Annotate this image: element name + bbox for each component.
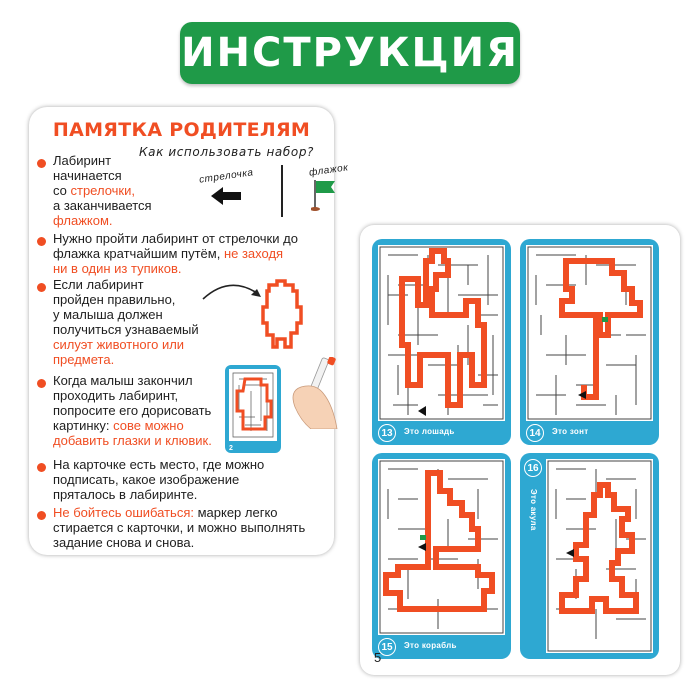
maze-card-horse [372, 239, 511, 445]
memo-subtitle: Как использовать набор? [139, 145, 315, 159]
maze-card-shark [520, 453, 659, 659]
flag-icon [311, 177, 339, 213]
card-caption: Это корабль [404, 641, 457, 650]
arrow-icon [211, 185, 243, 207]
bullet-dot [37, 237, 46, 246]
page-number: 5 [374, 650, 382, 665]
memo-item-4: Когда малыш закончил проходить лабиринт, попросите его дорисовать картинку: сове можно добавить глазки и клювик. [53, 373, 212, 448]
maze-card-umbrella [520, 239, 659, 445]
memo-item-1: Лабиринт начинается со стрелочки, а заканчивается флажком. [53, 153, 152, 228]
bullet-dot [37, 159, 46, 168]
divider-line [281, 165, 283, 217]
bullet-dot [37, 511, 46, 520]
arrow-label: стрелочка [198, 167, 255, 186]
memo-title: ПАМЯТКА РОДИТЕЛЯМ [52, 119, 311, 141]
card-caption: Это зонт [552, 427, 589, 436]
memo-item-2: Нужно пройти лабиринт от стрелочки до флажка кратчайшим путём, не заходя ни в один из тупиков. [53, 231, 298, 276]
maze-card-ship [372, 453, 511, 659]
marker-hand-icon [271, 357, 341, 429]
memo-item-5: На карточке есть место, где можно подписать, какое изображение пряталось в лабиринте. [53, 457, 265, 502]
card-number-badge: 15 [378, 638, 396, 656]
example-card-number: 2 [229, 445, 233, 452]
bullet-dot [37, 283, 46, 292]
banner-title: ИНСТРУКЦИЯ [181, 30, 519, 76]
card-caption: Это лошадь [404, 427, 455, 436]
bullet-dot [37, 463, 46, 472]
card-number-badge: 16 [524, 459, 542, 477]
parents-memo-card [29, 107, 350, 555]
card-number-badge: 13 [378, 424, 396, 442]
owl-silhouette [255, 277, 315, 357]
title-banner [180, 22, 520, 84]
memo-item-3: Если лабиринт пройден правильно, у малыша должен получиться узнаваемый силуэт животного или предмета. [53, 277, 199, 367]
bullet-dot [37, 379, 46, 388]
card-caption: Это акула [529, 489, 538, 531]
flag-label: флажок [308, 162, 350, 179]
maze-examples-page [360, 225, 680, 675]
memo-item-6: Не бойтесь ошибаться: маркер легко стирается с карточки, и можно выполнять задание снова и снова. [53, 505, 306, 550]
card-number-badge: 14 [526, 424, 544, 442]
